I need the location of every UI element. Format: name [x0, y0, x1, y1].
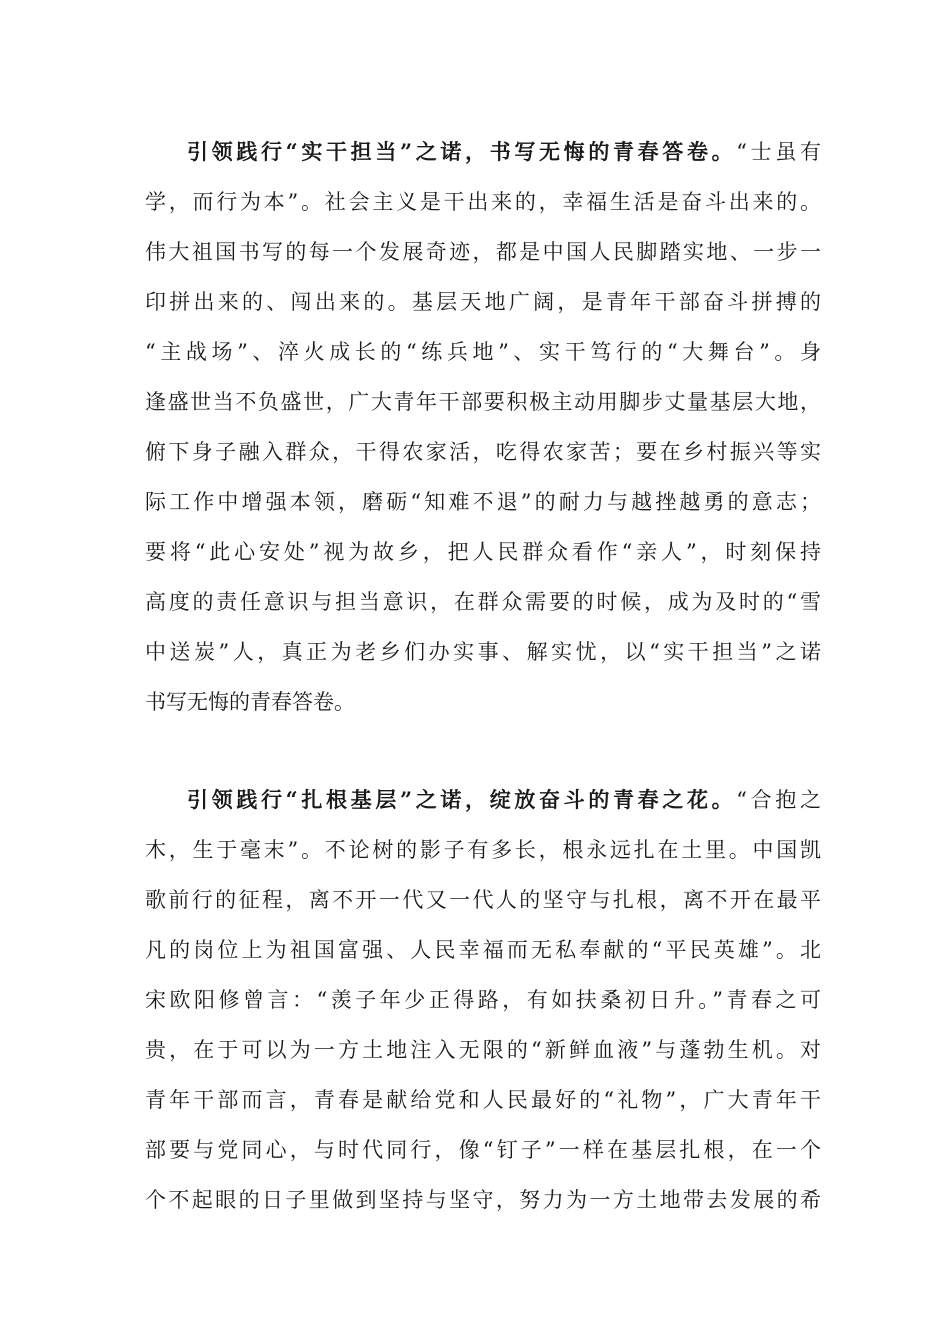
paragraph-1-line-5: “主战场”、淬火成长的“练兵地”、实干笃行的“大舞台”。身: [145, 340, 821, 364]
paragraph-1-line-6: 逢盛世当不负盛世，广大青年干部要积极主动用脚步丈量基层大地，: [145, 390, 821, 414]
paragraph-2-line-1: [187, 780, 821, 820]
paragraph-2-line-6: 贵，在于可以为一方土地注入无限的“新鲜血液”与蓬勃生机。对: [145, 1038, 821, 1062]
paragraph-2-line-7: 青年干部而言，青春是献给党和人民最好的“礼物”，广大青年干: [145, 1088, 821, 1112]
paragraph-2-line-2: 木，生于毫末”。不论树的影子有多长，根永远扎在土里。中国凯: [145, 838, 821, 862]
paragraph-2-line-1-text: “合抱之: [736, 788, 821, 812]
paragraph-1-line-7: 俯下身子融入群众，干得农家活，吃得农家苦；要在乡村振兴等实: [145, 440, 821, 464]
paragraph-2-line-8: 部要与党同心，与时代同行，像“钉子”一样在基层扎根，在一个: [145, 1138, 821, 1162]
paragraph-1-line-4: 印拼出来的、闯出来的。基层天地广阔，是青年干部奋斗拼搏的: [145, 290, 821, 314]
paragraph-2-heading: 引领践行“扎根基层”之诺，绽放奋斗的青春之花。: [187, 787, 737, 812]
paragraph-1-line-1: [187, 132, 821, 172]
paragraph-2-line-5: 宋欧阳修曾言：“羡子年少正得路，有如扶桑初日升。”青春之可: [145, 988, 821, 1012]
paragraph-1-line-8: 际工作中增强本领，磨砺“知难不退”的耐力与越挫越勇的意志；: [145, 490, 821, 514]
paragraph-1-line-11: 中送炭”人，真正为老乡们办实事、解实忧，以“实干担当”之诺: [145, 640, 821, 664]
paragraph-1-heading: 引领践行“实干担当”之诺，书写无悔的青春答卷。: [187, 139, 737, 164]
paragraph-2-line-4: 凡的岗位上为祖国富强、人民幸福而无私奉献的“平民英雄”。北: [145, 938, 821, 962]
paragraph-2-line-9: 个不起眼的日子里做到坚持与坚守，努力为一方土地带去发展的希: [145, 1188, 821, 1212]
paragraph-2-line-3: 歌前行的征程，离不开一代又一代人的坚守与扎根，离不开在最平: [145, 888, 821, 912]
paragraph-1-line-1-text: “士虽有: [736, 140, 821, 164]
paragraph-1-line-2: 学，而行为本”。社会主义是干出来的，幸福生活是奋斗出来的。: [145, 190, 821, 214]
paragraph-1-line-9: 要将“此心安处”视为故乡，把人民群众看作“亲人”，时刻保持: [145, 540, 821, 564]
paragraph-1-line-3: 伟大祖国书写的每一个发展奇迹，都是中国人民脚踏实地、一步一: [145, 240, 821, 264]
paragraph-1-line-10: 高度的责任意识与担当意识，在群众需要的时候，成为及时的“雪: [145, 590, 821, 614]
paragraph-1-line-12: 书写无悔的青春答卷。: [145, 690, 355, 714]
